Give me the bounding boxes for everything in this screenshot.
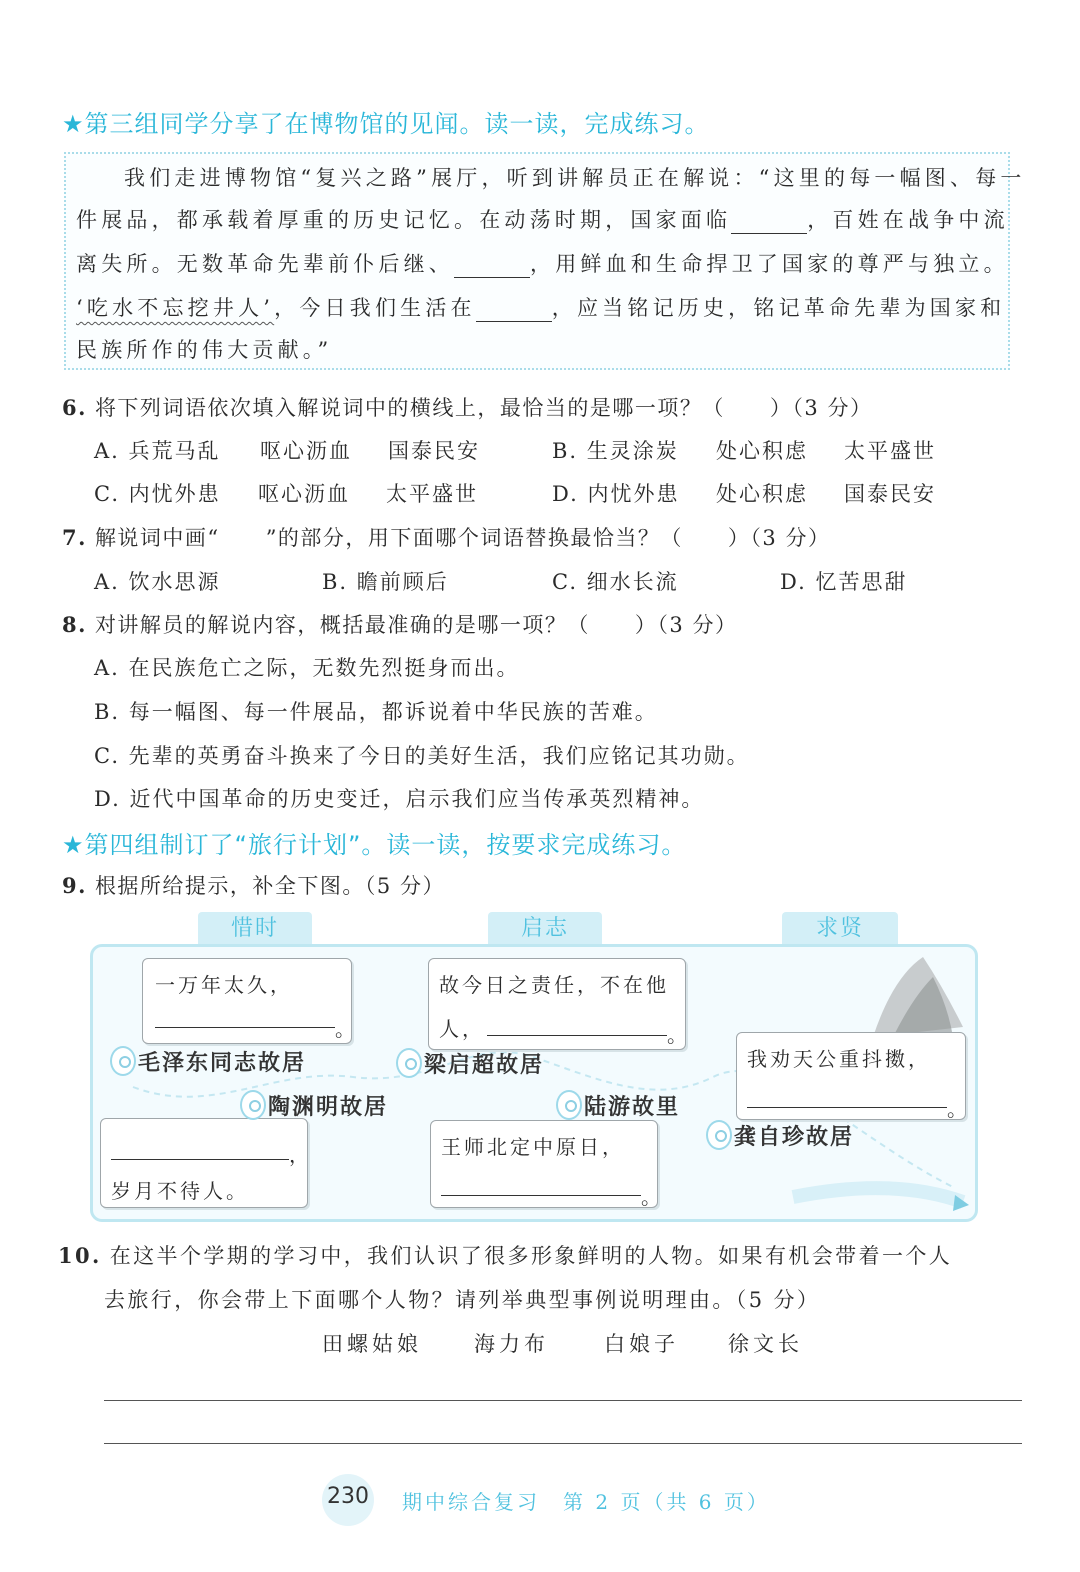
tab-qizhi: 启志 [488,912,602,946]
location-pin-icon [396,1048,422,1078]
tab-xishi: 惜时 [198,912,312,946]
passage-line-2: 件展品，都承载着厚重的历史记忆。在动荡时期，国家面临 ，百姓在战争中流 [76,208,1009,232]
card-liangqichao: 故今日之责任，不在他 人， 。 [428,958,686,1050]
passage-line-1: 我们走进博物馆“复兴之路”展厅，听到讲解员正在解说：“这里的每一幅图、每一 [124,166,1026,190]
location-pin-icon [110,1046,136,1076]
fill-blank-3[interactable] [476,298,552,322]
q8-option-a[interactable]: A. 在民族危亡之际，无数先烈挺身而出。 [94,656,520,680]
q8-option-c[interactable]: C. 先辈的英勇奋斗换来了今日的美好生活，我们应铭记其功勋。 [94,744,750,768]
footer-text: 期中综合复习 第 2 页（共 6 页） [402,1490,770,1514]
card-blank[interactable] [155,1027,335,1028]
person-hailibu: 海力布 [474,1332,549,1356]
fill-blank-2[interactable] [454,254,530,278]
card-blank[interactable] [747,1107,947,1108]
wavy-sample [220,526,266,550]
section4-heading: ★第四组制订了“旅行计划”。读一读，按要求完成练习。 [62,831,687,859]
place-liangqichao: 梁启超故居 [396,1046,544,1080]
question-7: 7. 解说词中画“ ”的部分，用下面哪个词语替换最恰当？（ ）（3 分） [62,525,831,550]
question-10: 10. 在这半个学期的学习中，我们认识了很多形象鲜明的人物。如果有机会带着一个人 [58,1243,953,1268]
question-8: 8. 对讲解员的解说内容，概括最准确的是哪一项？（ ）（3 分） [62,612,738,637]
location-pin-icon [706,1120,732,1150]
place-taoyuanming: 陶渊明故居 [240,1088,388,1122]
answer-line-2[interactable] [104,1443,1022,1444]
location-pin-icon [240,1090,266,1120]
passage-line-5: 民族所作的伟大贡献。” [76,338,333,362]
place-gongzizhen: 龚自珍故居 [706,1118,854,1152]
passage-line-4: ‘吃水不忘挖井人’，今日我们生活在 ，应当铭记历史，铭记革命先辈为国家和 [76,296,1006,320]
question-6: 6. 将下列词语依次填入解说词中的横线上，最恰当的是哪一项？（ ）（3 分） [62,395,873,420]
section3-heading: ★第三组同学分享了在博物馆的见闻。读一读，完成练习。 [62,110,710,138]
place-maozedong: 毛泽东同志故居 [110,1044,306,1078]
q7-option-a[interactable]: A. 饮水思源 [94,570,221,594]
answer-line-1[interactable] [104,1400,1022,1401]
card-taoyuanming: ， 岁月不待人。 [100,1118,308,1208]
fill-blank-1[interactable] [731,210,807,234]
q6-option-c[interactable]: C. 内忧外患 呕心沥血 太平盛世 [94,482,478,506]
q8-option-b[interactable]: B. 每一幅图、每一件展品，都诉说着中华民族的苦难。 [94,700,658,724]
place-luyou: 陆游故里 [556,1088,680,1122]
passage-box [64,152,1026,370]
card-luyou: 王师北定中原日， 。 [430,1120,658,1208]
wavy-underlined-phrase: ‘吃水不忘挖井人’ [76,296,275,320]
q6-option-d[interactable]: D. 内忧外患 处心积虑 国泰民安 [552,482,936,506]
question-10-line-2: 去旅行，你会带上下面哪个人物？请列举典型事例说明理由。（5 分） [104,1288,821,1312]
q7-option-b[interactable]: B. 瞻前顾后 [322,570,449,594]
tab-qiuxian: 求贤 [782,912,898,946]
card-maozedong: 一万年太久， 。 [142,958,352,1044]
page-number: 230 [327,1484,369,1509]
card-gongzizhen: 我劝天公重抖擞， 。 [736,1032,966,1120]
q8-option-d[interactable]: D. 近代中国革命的历史变迁，启示我们应当传承英烈精神。 [94,787,705,811]
card-blank[interactable] [441,1195,641,1196]
card-blank[interactable] [487,1035,667,1036]
q7-option-c[interactable]: C. 细水长流 [552,570,679,594]
passage-line-3: 离失所。无数革命先辈前仆后继、 ，用鲜血和生命捍卫了国家的尊严与独立。 [76,252,1009,276]
person-tianluo: 田螺姑娘 [322,1332,422,1356]
q6-option-a[interactable]: A. 兵荒马乱 呕心沥血 国泰民安 [94,439,480,463]
q6-option-b[interactable]: B. 生灵涂炭 处心积虑 太平盛世 [552,439,936,463]
person-bainiangzi: 白娘子 [604,1332,679,1356]
q7-option-d[interactable]: D. 忆苦思甜 [780,570,908,594]
card-blank[interactable] [111,1159,289,1160]
question-9: 9. 根据所给提示，补全下图。（5 分） [62,873,445,898]
location-pin-icon [556,1090,582,1120]
person-xuwenchang: 徐文长 [728,1332,803,1356]
